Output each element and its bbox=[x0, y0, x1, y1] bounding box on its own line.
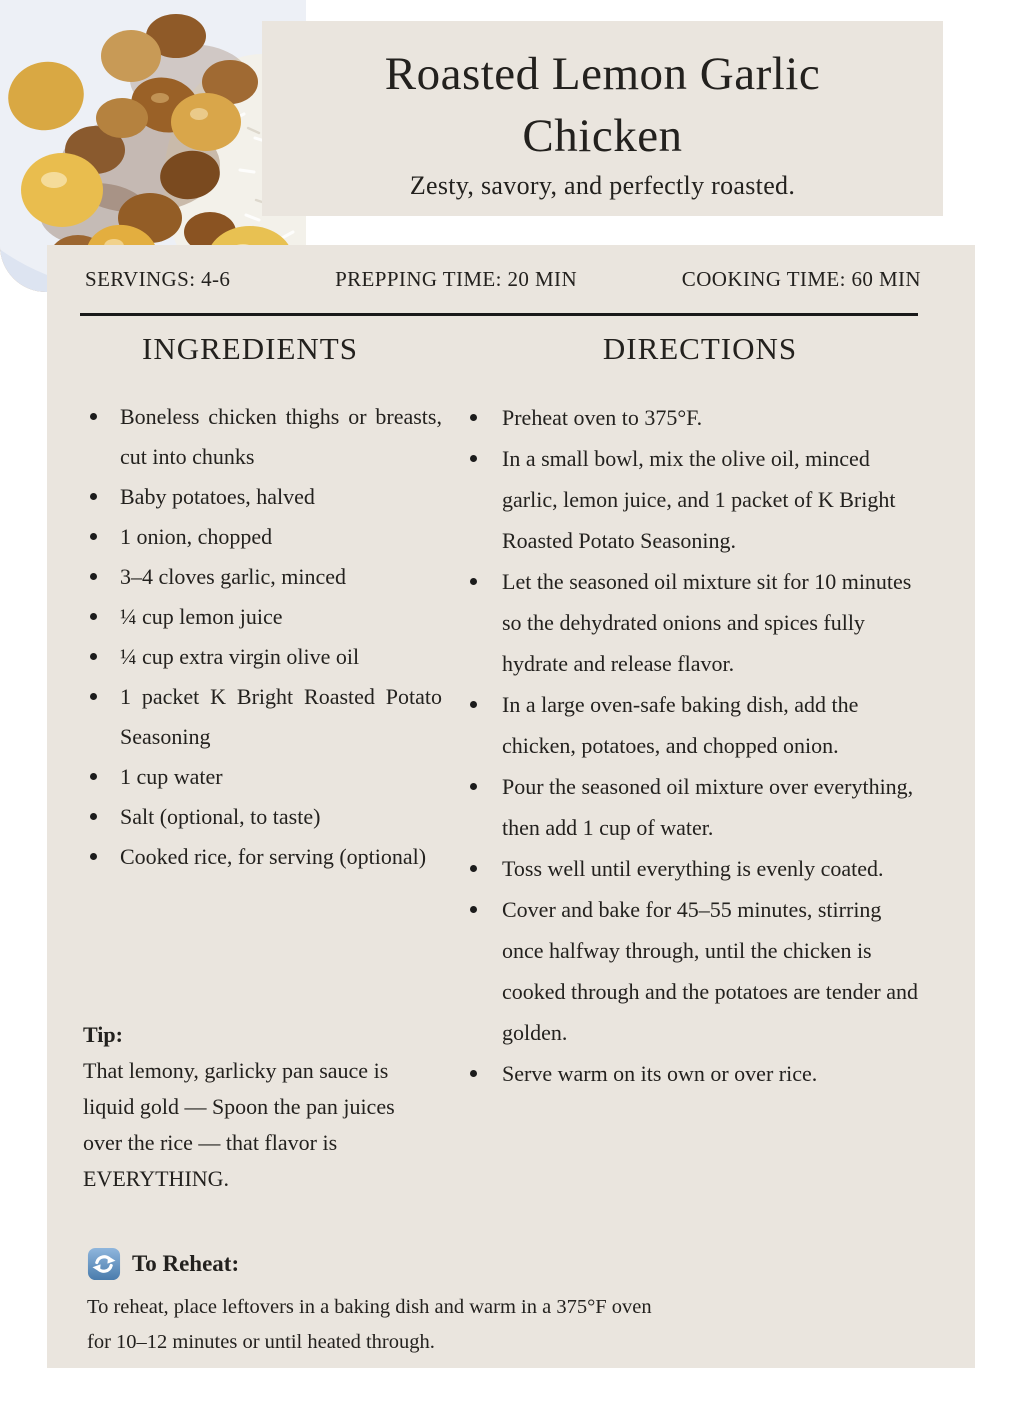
direction-item: Toss well until everything is evenly coated. bbox=[460, 848, 922, 889]
reheat-block bbox=[87, 1247, 687, 1360]
ingredients-heading: INGREDIENTS bbox=[142, 331, 358, 366]
tip-text: That lemony, garlicky pan sauce is liquid gold — Spoon the pan juices over the rice — that flavor is EVERYTHING. bbox=[83, 1058, 395, 1191]
ingredient-item: 1 onion, chopped bbox=[80, 517, 442, 557]
ingredient-item: 1 packet K Bright Roasted Potato Seasoning bbox=[80, 677, 442, 757]
page-title-line2: Chicken bbox=[522, 110, 683, 162]
ingredient-item: 1 cup water bbox=[80, 757, 442, 797]
ingredient-item: Boneless chicken thighs or breasts, cut into chunks bbox=[80, 397, 442, 477]
prep-time-label: PREPPING TIME: 20 MIN bbox=[335, 267, 578, 291]
reheat-header bbox=[87, 1247, 687, 1281]
direction-item: Serve warm on its own or over rice. bbox=[460, 1053, 922, 1094]
tip-block bbox=[83, 1017, 431, 1197]
direction-item: In a large oven-safe baking dish, add the chicken, potatoes, and chopped onion. bbox=[460, 684, 922, 766]
divider-rule bbox=[80, 313, 918, 316]
reheat-text: To reheat, place leftovers in a baking dish and warm in a 375°F oven for 10–12 minutes or until heated through. bbox=[87, 1296, 652, 1353]
directions-heading: DIRECTIONS bbox=[602, 331, 798, 366]
reheat-label: To Reheat: bbox=[132, 1251, 240, 1276]
ingredient-item: ¼ cup extra virgin olive oil bbox=[80, 637, 442, 677]
ingredient-item: Cooked rice, for serving (optional) bbox=[80, 837, 442, 877]
direction-item: Let the seasoned oil mixture sit for 10 minutes so the dehydrated onions and spices fully hydrate and release flavor. bbox=[460, 561, 922, 684]
ingredient-item: ¼ cup lemon juice bbox=[80, 597, 442, 637]
cook-time-label: COOKING TIME: 60 MIN bbox=[681, 267, 921, 291]
direction-item: In a small bowl, mix the olive oil, minced garlic, lemon juice, and 1 packet of K Bright Roasted Potato Seasoning. bbox=[460, 438, 922, 561]
page-subtitle: Zesty, savory, and perfectly roasted. bbox=[409, 171, 796, 200]
direction-item: Cover and bake for 45–55 minutes, stirring once halfway through, until the chicken is cooked through and the potatoes are tender and golden. bbox=[460, 889, 922, 1053]
recipe-panel bbox=[47, 245, 975, 1368]
ingredients-list bbox=[80, 397, 442, 877]
title-banner bbox=[262, 21, 943, 216]
ingredient-item: Salt (optional, to taste) bbox=[80, 797, 442, 837]
ingredient-item: Baby potatoes, halved bbox=[80, 477, 442, 517]
tip-label: Tip: bbox=[83, 1022, 123, 1047]
direction-item: Preheat oven to 375°F. bbox=[460, 397, 922, 438]
servings-label: SERVINGS: 4-6 bbox=[85, 267, 231, 291]
repeat-icon bbox=[87, 1247, 121, 1281]
directions-list bbox=[460, 397, 922, 1094]
page-title-line1: Roasted Lemon Garlic bbox=[384, 48, 821, 100]
direction-item: Pour the seasoned oil mixture over everything, then add 1 cup of water. bbox=[460, 766, 922, 848]
meta-row bbox=[85, 267, 921, 292]
ingredient-item: 3–4 cloves garlic, minced bbox=[80, 557, 442, 597]
